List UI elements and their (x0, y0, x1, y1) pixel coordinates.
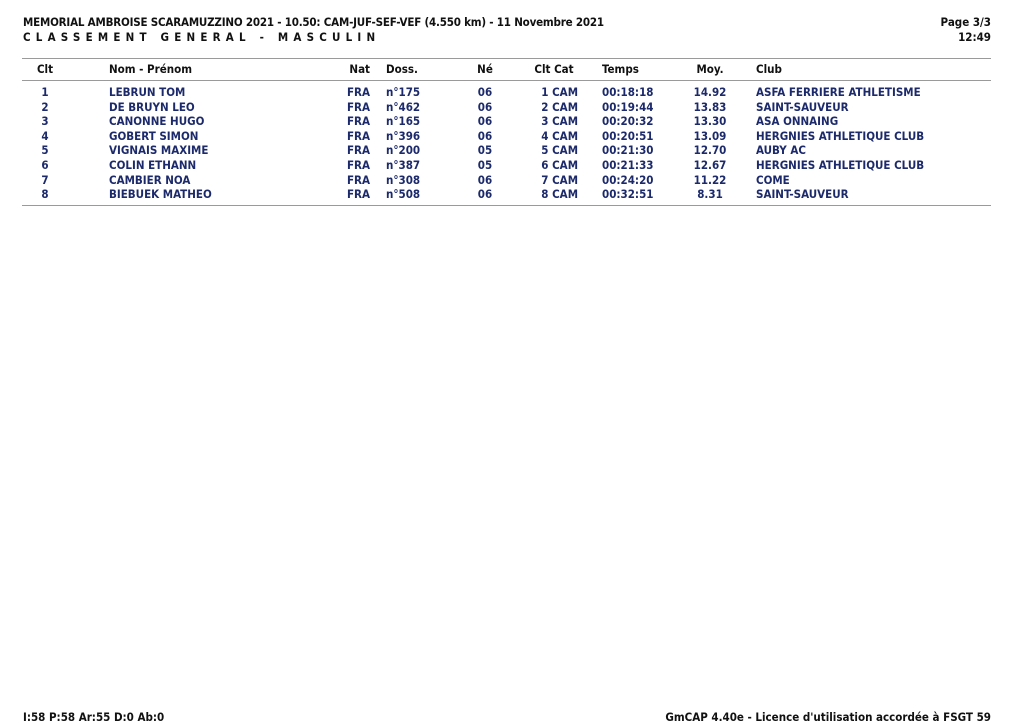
ranking-subtitle: CLASSEMENT GENERAL - MASCULIN (23, 30, 381, 44)
col-moy: Moy. (696, 62, 724, 76)
cell-moy: 8.31 (697, 187, 723, 202)
cell-nom: CANONNE HUGO (109, 114, 205, 129)
cell-ne: 05 (477, 143, 493, 158)
results-table (22, 58, 991, 206)
cell-moy: 13.83 (693, 99, 727, 114)
cell-doss: n°308 (386, 172, 421, 187)
cell-nom: VIGNAIS MAXIME (109, 143, 209, 158)
cell-nat: FRA (346, 114, 370, 129)
cell-nat: FRA (346, 128, 370, 143)
cell-cltcat: 3 CAM (541, 114, 578, 129)
cell-cltcat: 2 CAM (541, 99, 578, 114)
cell-nom: GOBERT SIMON (109, 128, 199, 143)
table-row (22, 143, 991, 158)
cell-nat: FRA (346, 187, 370, 202)
col-doss: Doss. (386, 62, 418, 76)
cell-moy: 14.92 (693, 85, 727, 99)
cell-nom: DE BRUYN LEO (109, 99, 195, 114)
col-ne: Né (477, 62, 493, 76)
cell-doss: n°396 (386, 128, 421, 143)
col-nat: Nat (349, 62, 370, 76)
cell-club: ASFA FERRIERE ATHLETISME (756, 85, 921, 99)
cell-temps: 00:24:20 (602, 172, 654, 187)
cell-doss: n°165 (386, 114, 421, 129)
cell-doss: n°462 (386, 99, 421, 114)
cell-nom: BIEBUEK MATHEO (109, 187, 212, 202)
cell-doss: n°175 (386, 85, 421, 99)
cell-moy: 13.09 (693, 128, 727, 143)
cell-clt: 2 (41, 99, 49, 114)
cell-club: AUBY AC (756, 143, 806, 158)
cell-clt: 8 (41, 187, 49, 202)
table-row (22, 158, 991, 173)
cell-ne: 06 (477, 128, 493, 143)
print-time: 12:49 (958, 30, 991, 44)
cell-ne: 06 (477, 172, 493, 187)
cell-cltcat: 6 CAM (541, 157, 578, 172)
col-temps: Temps (602, 62, 639, 76)
cell-cltcat: 7 CAM (541, 172, 578, 187)
cell-cltcat: 8 CAM (541, 187, 578, 202)
cell-moy: 13.30 (693, 114, 727, 129)
cell-clt: 4 (41, 128, 49, 143)
cell-nat: FRA (346, 99, 370, 114)
cell-moy: 12.67 (693, 157, 727, 172)
cell-club: COME (756, 172, 790, 187)
cell-clt: 6 (41, 157, 49, 172)
cell-clt: 7 (41, 172, 49, 187)
cell-temps: 00:21:33 (602, 157, 654, 172)
cell-temps: 00:20:32 (602, 114, 654, 129)
cell-ne: 05 (477, 157, 493, 172)
cell-nom: CAMBIER NOA (109, 172, 191, 187)
cell-nom: COLIN ETHANN (109, 157, 197, 172)
table-row (22, 114, 991, 129)
cell-cltcat: 1 CAM (541, 85, 578, 99)
cell-club: ASA ONNAING (756, 114, 839, 129)
cell-clt: 1 (41, 85, 49, 99)
col-clt: Clt (36, 62, 54, 76)
cell-nat: FRA (346, 172, 370, 187)
cell-temps: 00:18:18 (602, 85, 654, 99)
cell-moy: 11.22 (693, 172, 727, 187)
cell-doss: n°387 (386, 157, 421, 172)
cell-temps: 00:21:30 (602, 143, 654, 158)
race-title: MEMORIAL AMBROISE SCARAMUZZINO 2021 - 10.50: CAM-JUF-SEF-VEF (4.550 km) - 11 Novembre 2021 (23, 15, 604, 29)
cell-doss: n°508 (386, 187, 421, 202)
report-header (23, 15, 991, 45)
cell-ne: 06 (477, 114, 493, 129)
cell-temps: 00:20:51 (602, 128, 654, 143)
cell-cltcat: 5 CAM (541, 143, 578, 158)
table-row (22, 187, 991, 202)
cell-club: HERGNIES ATHLETIQUE CLUB (756, 157, 925, 172)
col-club: Club (756, 62, 782, 76)
table-row (22, 129, 991, 144)
col-cltcat: Clt Cat (534, 62, 574, 76)
cell-club: SAINT-SAUVEUR (756, 187, 849, 202)
table-row (22, 85, 991, 100)
footer-license: GmCAP 4.40e - Licence d'utilisation accordée à FSGT 59 (665, 710, 991, 724)
footer-stats: I:58 P:58 Ar:55 D:0 Ab:0 (23, 710, 165, 724)
cell-clt: 5 (41, 143, 49, 158)
cell-club: HERGNIES ATHLETIQUE CLUB (756, 128, 925, 143)
page-info (941, 15, 991, 45)
col-nom: Nom - Prénom (109, 62, 193, 76)
table-body (22, 81, 991, 206)
table-row (22, 173, 991, 188)
cell-temps: 00:32:51 (602, 187, 654, 202)
cell-club: SAINT-SAUVEUR (756, 99, 849, 114)
cell-doss: n°200 (386, 143, 421, 158)
cell-moy: 12.70 (693, 143, 727, 158)
table-header (22, 58, 991, 81)
cell-ne: 06 (477, 99, 493, 114)
cell-cltcat: 4 CAM (541, 128, 578, 143)
cell-temps: 00:19:44 (602, 99, 654, 114)
cell-nat: FRA (346, 143, 370, 158)
cell-nat: FRA (346, 157, 370, 172)
cell-ne: 06 (477, 187, 493, 202)
page-number: Page 3/3 (940, 15, 991, 29)
cell-nom: LEBRUN TOM (109, 85, 186, 99)
cell-nat: FRA (346, 85, 370, 99)
cell-clt: 3 (41, 114, 49, 129)
cell-ne: 06 (477, 85, 493, 99)
table-row (22, 100, 991, 115)
